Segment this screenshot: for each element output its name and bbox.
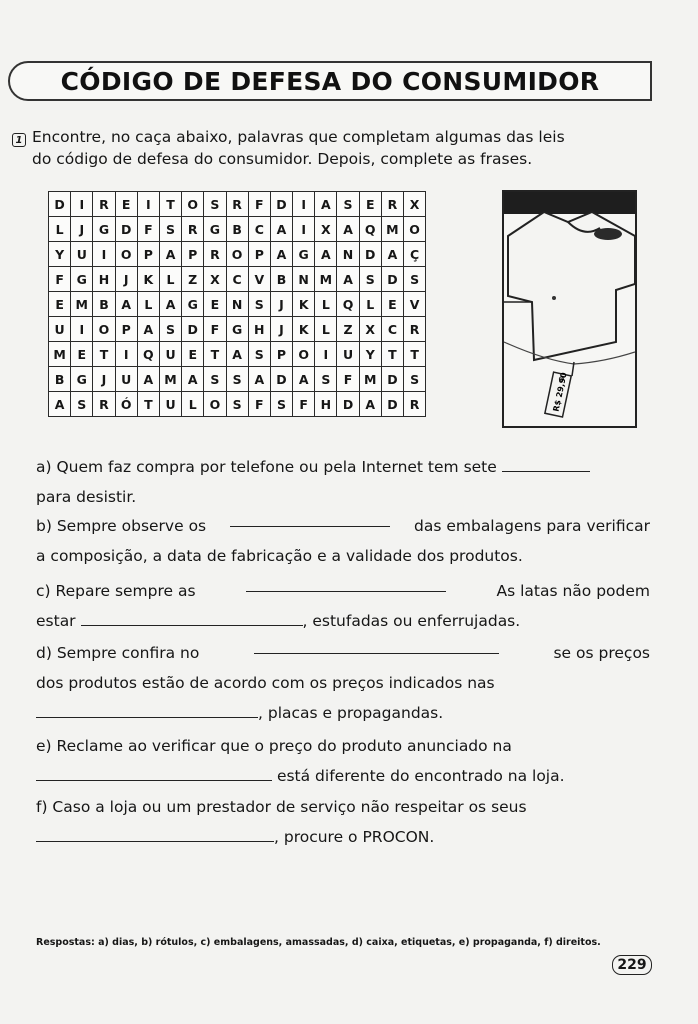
grid-letter[interactable]: I bbox=[115, 342, 137, 367]
grid-letter[interactable]: A bbox=[248, 367, 270, 392]
grid-letter[interactable]: G bbox=[71, 367, 93, 392]
grid-letter[interactable]: J bbox=[115, 267, 137, 292]
grid-letter[interactable]: P bbox=[182, 242, 204, 267]
grid-letter[interactable]: D bbox=[381, 392, 403, 417]
grid-letter[interactable]: X bbox=[404, 192, 426, 217]
intro-line-2: do código de defesa do consumidor. Depois, complete as frases. bbox=[32, 150, 533, 168]
grid-letter[interactable]: P bbox=[115, 317, 137, 342]
grid-letter[interactable]: A bbox=[270, 217, 292, 242]
grid-letter[interactable]: L bbox=[182, 392, 204, 417]
grid-letter[interactable]: G bbox=[182, 292, 204, 317]
grid-letter[interactable]: A bbox=[337, 217, 359, 242]
grid-letter[interactable]: O bbox=[93, 317, 115, 342]
question-number-badge: 1 bbox=[12, 133, 26, 147]
grid-letter[interactable]: M bbox=[49, 342, 71, 367]
grid-letter[interactable]: S bbox=[204, 367, 226, 392]
intro-line-1: Encontre, no caça abaixo, palavras que completam algumas das leis bbox=[32, 128, 565, 146]
grid-letter[interactable]: E bbox=[71, 342, 93, 367]
exercise-f-text-1: f) Caso a loja ou um prestador de serviço não respeitar os seus bbox=[36, 798, 527, 816]
grid-letter[interactable]: P bbox=[137, 242, 159, 267]
grid-letter[interactable]: T bbox=[404, 342, 426, 367]
grid-letter[interactable]: K bbox=[293, 292, 315, 317]
page-number: 229 bbox=[612, 955, 652, 975]
grid-letter[interactable]: S bbox=[337, 192, 359, 217]
grid-letter[interactable]: E bbox=[115, 192, 137, 217]
grid-letter[interactable]: S bbox=[71, 392, 93, 417]
exercise-f-text-2: , procure o PROCON. bbox=[274, 828, 435, 846]
exercise-e-text-2: está diferente do encontrado na loja. bbox=[276, 767, 565, 785]
grid-letter[interactable]: M bbox=[315, 267, 337, 292]
grid-letter[interactable]: E bbox=[359, 192, 381, 217]
grid-letter[interactable]: R bbox=[381, 192, 403, 217]
grid-letter[interactable]: T bbox=[93, 342, 115, 367]
grid-letter[interactable]: S bbox=[404, 367, 426, 392]
grid-letter[interactable]: F bbox=[248, 192, 270, 217]
grid-letter[interactable]: U bbox=[115, 367, 137, 392]
grid-letter[interactable]: S bbox=[226, 367, 248, 392]
grid-letter[interactable]: Y bbox=[359, 342, 381, 367]
grid-letter[interactable]: T bbox=[204, 342, 226, 367]
grid-letter[interactable]: S bbox=[159, 217, 181, 242]
grid-letter[interactable]: G bbox=[71, 267, 93, 292]
grid-letter[interactable]: J bbox=[71, 217, 93, 242]
grid-letter[interactable]: M bbox=[71, 292, 93, 317]
grid-letter[interactable]: R bbox=[182, 217, 204, 242]
exercise-c-text-4: , estufadas ou enferrujadas. bbox=[302, 612, 521, 630]
grid-letter[interactable]: J bbox=[93, 367, 115, 392]
grid-letter[interactable]: K bbox=[137, 267, 159, 292]
grid-letter[interactable]: F bbox=[337, 367, 359, 392]
exercise-b-text-3: a composição, a data de fabricação e a validade dos produtos. bbox=[36, 547, 523, 565]
grid-letter[interactable]: B bbox=[270, 267, 292, 292]
grid-letter[interactable]: B bbox=[93, 292, 115, 317]
exercise-c-text-2: As latas não podem bbox=[496, 582, 650, 600]
grid-letter[interactable]: M bbox=[381, 217, 403, 242]
grid-letter[interactable]: Q bbox=[137, 342, 159, 367]
grid-row bbox=[49, 367, 426, 392]
grid-letter[interactable]: U bbox=[159, 342, 181, 367]
grid-letter[interactable]: T bbox=[159, 192, 181, 217]
grid-letter[interactable]: A bbox=[359, 392, 381, 417]
grid-row bbox=[49, 317, 426, 342]
grid-letter[interactable]: A bbox=[337, 267, 359, 292]
grid-letter[interactable]: T bbox=[381, 342, 403, 367]
grid-letter[interactable]: F bbox=[293, 392, 315, 417]
grid-letter[interactable]: A bbox=[315, 242, 337, 267]
grid-letter[interactable]: R bbox=[226, 192, 248, 217]
grid-letter[interactable]: E bbox=[49, 292, 71, 317]
grid-letter[interactable]: S bbox=[359, 267, 381, 292]
grid-letter[interactable]: I bbox=[71, 192, 93, 217]
grid-letter[interactable]: A bbox=[137, 317, 159, 342]
grid-row bbox=[49, 342, 426, 367]
grid-letter[interactable]: R bbox=[204, 242, 226, 267]
grid-letter[interactable]: Q bbox=[359, 217, 381, 242]
grid-letter[interactable]: N bbox=[226, 292, 248, 317]
grid-letter[interactable]: A bbox=[49, 392, 71, 417]
grid-letter[interactable]: B bbox=[226, 217, 248, 242]
grid-letter[interactable]: T bbox=[137, 392, 159, 417]
grid-row bbox=[49, 242, 426, 267]
exercise-c-text-3: estar bbox=[36, 612, 76, 630]
grid-letter[interactable]: L bbox=[359, 292, 381, 317]
grid-letter[interactable]: O bbox=[204, 392, 226, 417]
grid-letter[interactable]: A bbox=[315, 192, 337, 217]
grid-letter[interactable]: L bbox=[315, 317, 337, 342]
grid-letter[interactable]: E bbox=[204, 292, 226, 317]
grid-letter[interactable]: U bbox=[337, 342, 359, 367]
grid-letter[interactable]: C bbox=[226, 267, 248, 292]
grid-letter[interactable]: A bbox=[115, 292, 137, 317]
grid-letter[interactable]: F bbox=[137, 217, 159, 242]
answer-blank[interactable] bbox=[36, 765, 272, 781]
grid-letter[interactable]: N bbox=[293, 267, 315, 292]
exercise-c-text-1: c) Repare sempre as bbox=[36, 582, 196, 600]
grid-letter[interactable]: K bbox=[293, 317, 315, 342]
grid-letter[interactable]: J bbox=[270, 292, 292, 317]
grid-letter[interactable]: I bbox=[93, 242, 115, 267]
grid-letter[interactable]: B bbox=[49, 367, 71, 392]
grid-letter[interactable]: O bbox=[182, 192, 204, 217]
grid-letter[interactable]: U bbox=[49, 317, 71, 342]
exercise-c bbox=[36, 576, 650, 636]
exercise-d-text-2: se os preços bbox=[553, 644, 650, 662]
grid-letter[interactable]: C bbox=[248, 217, 270, 242]
grid-letter[interactable]: G bbox=[93, 217, 115, 242]
grid-letter[interactable]: A bbox=[182, 367, 204, 392]
answer-blank[interactable] bbox=[246, 576, 446, 592]
tshirt-icon bbox=[504, 192, 635, 426]
grid-letter[interactable]: J bbox=[270, 317, 292, 342]
grid-letter[interactable]: A bbox=[270, 242, 292, 267]
grid-letter[interactable]: P bbox=[248, 242, 270, 267]
grid-letter[interactable]: A bbox=[226, 342, 248, 367]
exercise-a-text-2: para desistir. bbox=[36, 488, 137, 506]
grid-letter[interactable]: D bbox=[337, 392, 359, 417]
grid-letter[interactable]: V bbox=[248, 267, 270, 292]
grid-letter[interactable]: M bbox=[159, 367, 181, 392]
grid-letter[interactable]: I bbox=[71, 317, 93, 342]
grid-letter[interactable]: G bbox=[226, 317, 248, 342]
exercise-e-text-1: e) Reclame ao verificar que o preço do produto anunciado na bbox=[36, 737, 512, 755]
grid-letter[interactable]: H bbox=[315, 392, 337, 417]
grid-letter[interactable]: C bbox=[381, 317, 403, 342]
grid-letter[interactable]: I bbox=[315, 342, 337, 367]
tshirt-price-tag-illustration bbox=[502, 190, 637, 428]
grid-letter[interactable]: D bbox=[381, 267, 403, 292]
grid-letter[interactable]: A bbox=[159, 242, 181, 267]
grid-row bbox=[49, 217, 426, 242]
grid-row bbox=[49, 392, 426, 417]
grid-letter[interactable]: Q bbox=[337, 292, 359, 317]
exercise-d bbox=[36, 638, 650, 728]
answer-blank[interactable] bbox=[254, 638, 499, 654]
answer-key: Respostas: a) dias, b) rótulos, c) embalagens, amassadas, d) caixa, etiquetas, e) propaganda, f) direitos. bbox=[36, 937, 601, 948]
answer-blank[interactable] bbox=[230, 511, 390, 527]
grid-letter[interactable]: S bbox=[159, 317, 181, 342]
grid-letter[interactable]: F bbox=[204, 317, 226, 342]
answer-blank[interactable] bbox=[81, 610, 303, 626]
grid-letter[interactable]: S bbox=[226, 392, 248, 417]
grid-letter[interactable]: Z bbox=[337, 317, 359, 342]
grid-letter[interactable]: S bbox=[315, 367, 337, 392]
grid-letter[interactable]: R bbox=[404, 392, 426, 417]
grid-letter[interactable]: Z bbox=[182, 267, 204, 292]
grid-letter[interactable]: F bbox=[49, 267, 71, 292]
grid-letter[interactable]: O bbox=[404, 217, 426, 242]
grid-letter[interactable]: X bbox=[359, 317, 381, 342]
exercise-a bbox=[36, 452, 650, 512]
answer-blank[interactable] bbox=[36, 826, 274, 842]
exercise-e bbox=[36, 731, 650, 791]
grid-letter[interactable]: X bbox=[204, 267, 226, 292]
grid-letter[interactable]: E bbox=[182, 342, 204, 367]
grid-row bbox=[49, 192, 426, 217]
grid-letter[interactable]: D bbox=[270, 192, 292, 217]
grid-letter[interactable]: A bbox=[137, 367, 159, 392]
page-title: CÓDIGO DE DEFESA DO CONSUMIDOR bbox=[8, 61, 652, 101]
grid-letter[interactable]: X bbox=[315, 217, 337, 242]
grid-letter[interactable]: F bbox=[248, 392, 270, 417]
grid-letter[interactable]: R bbox=[93, 392, 115, 417]
exercise-d-text-1: d) Sempre confira no bbox=[36, 644, 200, 662]
grid-letter[interactable]: S bbox=[248, 292, 270, 317]
grid-row bbox=[49, 292, 426, 317]
grid-letter[interactable]: L bbox=[137, 292, 159, 317]
exercise-f bbox=[36, 792, 650, 852]
exercise-d-text-4: , placas e propagandas. bbox=[258, 704, 444, 722]
grid-letter[interactable]: O bbox=[115, 242, 137, 267]
grid-letter[interactable]: D bbox=[359, 242, 381, 267]
intro-instructions bbox=[32, 126, 642, 170]
grid-letter[interactable]: H bbox=[248, 317, 270, 342]
word-search-grid bbox=[48, 191, 426, 417]
grid-letter[interactable]: Ó bbox=[115, 392, 137, 417]
grid-letter[interactable]: R bbox=[93, 192, 115, 217]
grid-letter[interactable]: R bbox=[404, 317, 426, 342]
grid-letter[interactable]: D bbox=[115, 217, 137, 242]
grid-letter[interactable]: A bbox=[381, 242, 403, 267]
grid-letter[interactable]: I bbox=[293, 192, 315, 217]
exercise-d-text-3: dos produtos estão de acordo com os preços indicados nas bbox=[36, 674, 495, 692]
grid-letter[interactable]: L bbox=[49, 217, 71, 242]
grid-row bbox=[49, 267, 426, 292]
grid-letter[interactable]: G bbox=[204, 217, 226, 242]
grid-letter[interactable]: S bbox=[404, 267, 426, 292]
grid-letter[interactable]: N bbox=[337, 242, 359, 267]
grid-letter[interactable]: E bbox=[381, 292, 403, 317]
grid-letter[interactable]: A bbox=[159, 292, 181, 317]
grid-letter[interactable]: S bbox=[248, 342, 270, 367]
grid-letter[interactable]: M bbox=[359, 367, 381, 392]
grid-letter[interactable]: Ç bbox=[404, 242, 426, 267]
grid-letter[interactable]: G bbox=[293, 242, 315, 267]
exercise-b bbox=[36, 511, 650, 571]
grid-letter[interactable]: U bbox=[159, 392, 181, 417]
grid-letter[interactable]: D bbox=[270, 367, 292, 392]
exercise-b-text-2: das embalagens para verificar bbox=[414, 517, 650, 535]
grid-letter[interactable]: U bbox=[71, 242, 93, 267]
grid-letter[interactable]: V bbox=[404, 292, 426, 317]
grid-letter[interactable]: S bbox=[270, 392, 292, 417]
grid-letter[interactable]: O bbox=[293, 342, 315, 367]
grid-letter[interactable]: P bbox=[270, 342, 292, 367]
grid-letter[interactable]: D bbox=[49, 192, 71, 217]
grid-letter[interactable]: H bbox=[93, 267, 115, 292]
grid-letter[interactable]: L bbox=[315, 292, 337, 317]
grid-letter[interactable]: D bbox=[381, 367, 403, 392]
grid-letter[interactable]: A bbox=[293, 367, 315, 392]
exercise-a-text-1: a) Quem faz compra por telefone ou pela Internet tem sete bbox=[36, 458, 497, 476]
exercise-b-text-1: b) Sempre observe os bbox=[36, 517, 207, 535]
answer-blank[interactable] bbox=[502, 456, 590, 472]
grid-letter[interactable]: I bbox=[137, 192, 159, 217]
grid-letter[interactable]: I bbox=[293, 217, 315, 242]
grid-letter[interactable]: L bbox=[159, 267, 181, 292]
answer-blank[interactable] bbox=[36, 702, 258, 718]
grid-letter[interactable]: D bbox=[182, 317, 204, 342]
grid-letter[interactable]: O bbox=[226, 242, 248, 267]
grid-letter[interactable]: S bbox=[204, 192, 226, 217]
price-tag-text: R$ 29,90 bbox=[551, 371, 569, 413]
grid-letter[interactable]: Y bbox=[49, 242, 71, 267]
